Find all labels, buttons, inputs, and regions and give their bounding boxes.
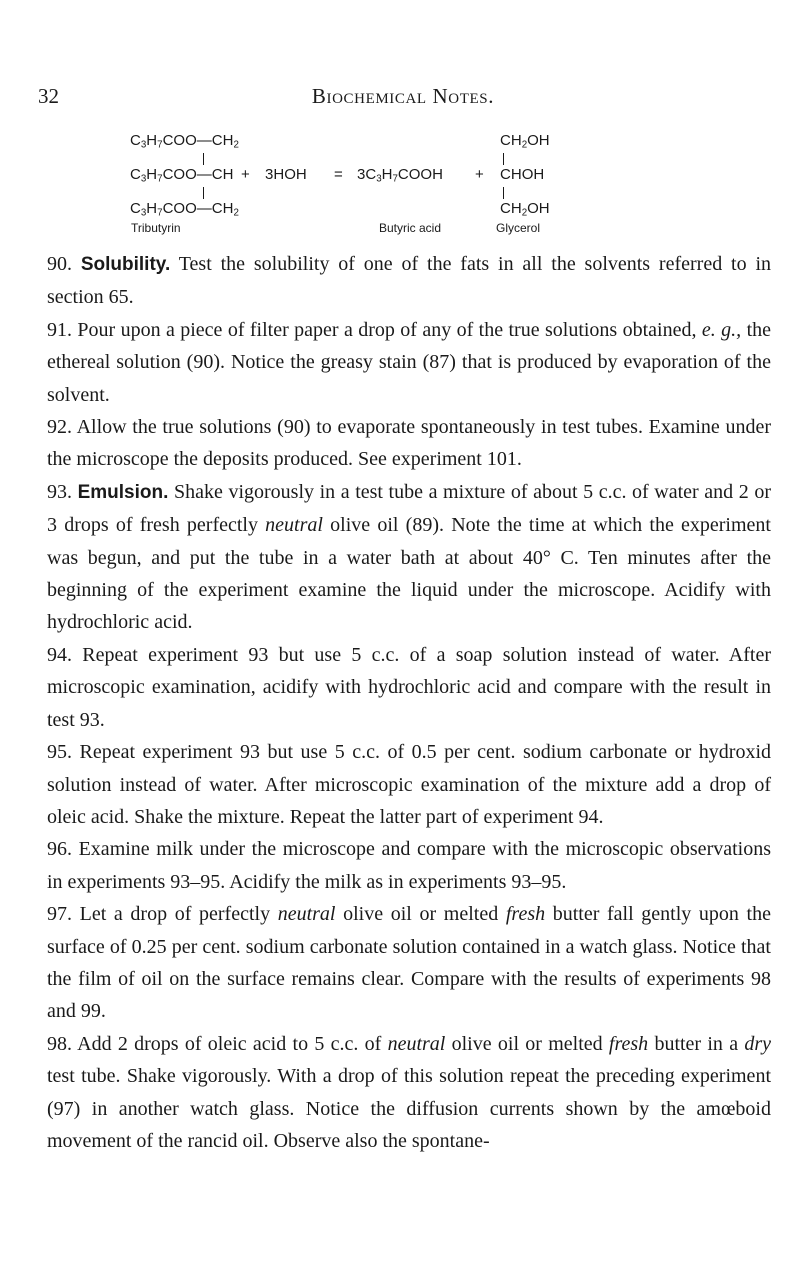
emphasis-text: e. g., [701, 318, 742, 341]
paragraph-text: olive oil (89). Note the time at which the experiment was begun, and put the tube in a water bath at about 40° C. Ten minutes after the beginning of the experiment examine the liquid under the microscope. Acidify with hydrochloric acid. [47, 514, 771, 634]
paragraph-number: 97. [47, 903, 72, 926]
emphasis-text: neutral [277, 903, 336, 926]
eq-butyric-acid: $3C_3H_7COOH$ [357, 166, 443, 185]
paragraph-number: 95. [47, 741, 72, 764]
eq-row3-right: $CH_2OH$ [500, 200, 550, 219]
bond-line [203, 187, 204, 199]
chemical-equation [0, 0, 801, 235]
paragraph-text: butter in a [648, 1032, 745, 1055]
paragraph [47, 1028, 771, 1158]
running-title: Biochemical Notes. [311, 84, 495, 108]
eq-row2-right: CHOH [500, 166, 545, 183]
paragraph-text: Repeat experiment 93 but use 5 c.c. of a soap solution instead of water. After microscopic examination, acidify with hydrochloric acid and compare with the result in test 93. [47, 643, 771, 731]
bond-line [503, 187, 504, 199]
eq-row3-left: $C_3H_7COO—CH_2$ [130, 200, 239, 219]
paragraph [47, 898, 771, 1028]
paragraph-text: Add 2 drops of oleic acid to 5 c.c. of [72, 1032, 388, 1055]
bond-line [503, 153, 504, 165]
paragraph-heading: Solubility. [80, 254, 171, 275]
paragraph-text: Pour upon a piece of filter paper a drop of any of the true solutions obtained, [72, 318, 702, 341]
eq-row1-left: $C_3H_7COO—CH_2$ [130, 132, 239, 151]
paragraph-number: 98. [47, 1032, 72, 1055]
eq-equals: = [334, 166, 343, 183]
label-butyric-acid: Butyric acid [379, 221, 442, 235]
paragraph [47, 411, 771, 476]
emphasis-text: dry [744, 1032, 772, 1055]
paragraph-number: 96. [47, 838, 72, 861]
paragraph-text: Shake vigorously in a test tube a mixture of about 5 c.c. of water and 2 or 3 drops of fresh perfectly [47, 480, 771, 537]
eq-water: 3HOH [265, 166, 307, 183]
paragraph-text: the ethereal solution (90). Notice the greasy stain (87) that is produced by evaporation of the solvent. [47, 318, 772, 406]
label-tributyrin: Tributyrin [131, 221, 181, 235]
emphasis-text: neutral [265, 514, 323, 537]
eq-plus-2: + [475, 166, 484, 183]
paragraph-number: 93. [47, 480, 72, 503]
paragraph-number: 90. [47, 253, 72, 275]
paragraph-text: test tube. Shake vigorously. With a drop of this solution repeat the preceding experiment (97) in another watch glass. Notice the diffusion currents shown by the amœboid movement of the rancid oil. Observe also the spontane- [47, 1065, 771, 1152]
paragraph [47, 736, 771, 833]
eq-row2-left: $C_3H_7COO—CH$ [130, 166, 234, 185]
paragraph [47, 476, 771, 639]
paragraph [47, 248, 771, 314]
label-glycerol: Glycerol [496, 221, 541, 235]
paragraph [47, 833, 771, 898]
body-text [47, 248, 771, 1157]
emphasis-text: neutral [387, 1032, 446, 1055]
paragraph-text: butter fall gently upon the surface of 0.25 per cent. sodium carbonate solution contained in a watch glass. Notice that the film of oil on the surface remains clear. Compare with the results of experiments 98 and 99. [47, 903, 771, 1023]
bond-line [203, 153, 204, 165]
paragraph-text: Examine milk under the microscope and compare with the microscopic observations in experiments 93–95. Acidify the milk as in experiments 93–95. [47, 838, 771, 893]
paragraph-text: olive oil or melted [445, 1032, 609, 1055]
paragraph-text: Allow the true solutions (90) to evaporate spontaneously in test tubes. Examine under the microscope the deposits produced. See experiment 101. [47, 416, 771, 471]
emphasis-text: fresh [608, 1032, 649, 1055]
eq-row1-right: $CH_2OH$ [500, 132, 550, 151]
paragraph [47, 639, 771, 736]
paragraph-number: 94. [47, 643, 72, 666]
page-number: 32 [38, 84, 59, 108]
paragraph-text: olive oil or melted [335, 903, 506, 926]
paragraph-number: 92. [47, 416, 72, 439]
paragraph-text: Repeat experiment 93 but use 5 c.c. of 0.5 per cent. sodium carbonate or hydroxid solution instead of water. After microscopic examination of the mixture add a drop of oleic acid. Shake the mixture. Repeat the latter part of experiment 94. [47, 741, 771, 828]
paragraph-text: Let a drop of perfectly [72, 903, 278, 926]
paragraph-number: 91. [47, 318, 72, 341]
paragraph-text: Test the solubility of one of the fats in all the solvents referred to in section 65. [47, 253, 772, 309]
emphasis-text: fresh [505, 903, 546, 926]
paragraph-heading: Emulsion. [77, 481, 169, 503]
eq-plus-1: + [241, 166, 250, 183]
paragraph [47, 314, 771, 411]
